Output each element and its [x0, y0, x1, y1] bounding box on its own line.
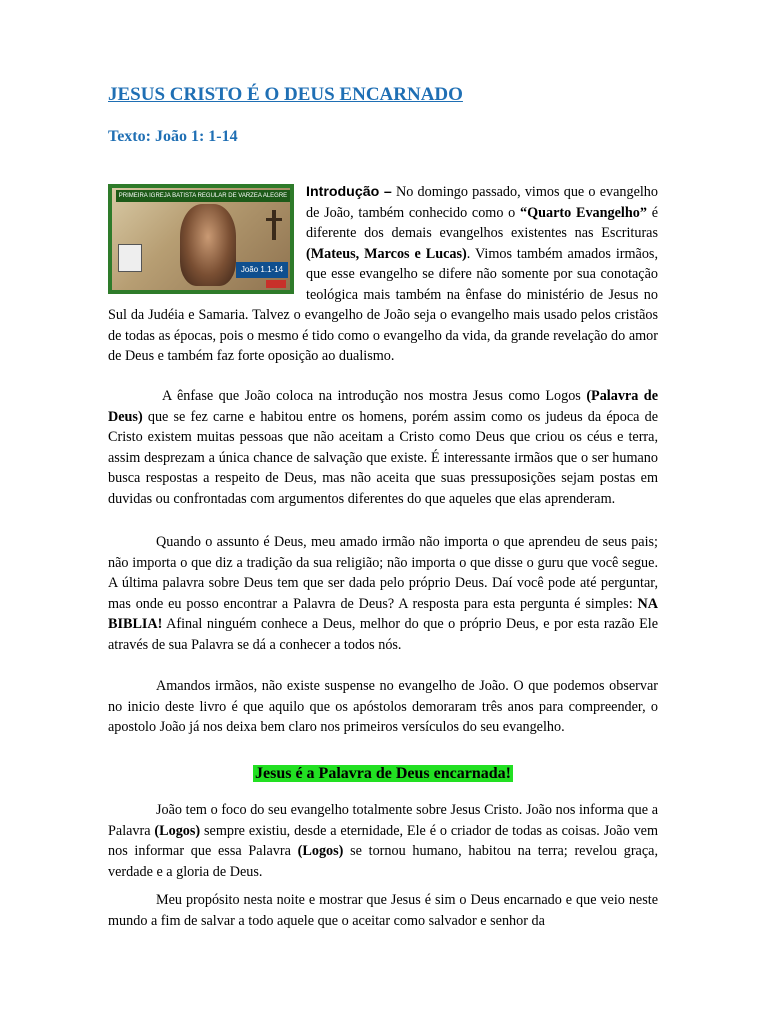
no-suspense-paragraph: Amandos irmãos, não existe suspense no evangelho de João. O que podemos observar no inicio deste livro é que aquilo que os apóstolos demoraram três anos para compreender, o apostolo João já nos deixa bem claro nos primeiros versículos do seu evangelho. [108, 678, 658, 735]
bible-answer-paragraph: Quando o assunto é Deus, meu amado irmão não importa o que aprendeu de seus pais; não importa o que diz a tradição da sua religião; não importa o que disse o guru que você segue. A última palavra sobre Deus tem que ser dada pelo próprio Deus. Daí você pode até perguntar, mas onde eu posso encontrar a Palavra de Deus? A resposta para esta pergunta é simples: NA BIBLIA! Afinal ninguém conhece a Deus, melhor do que o próprio Deus, e por esta razão Ele através de sua Palavra se dá a conhecer a todos nós. [108, 534, 658, 653]
section-heading [108, 764, 658, 784]
introduction-label: Introdução – [306, 184, 392, 200]
purpose-paragraph: Meu propósito nesta noite e mostrar que Jesus é sim o Deus encarnado e que veio neste mundo a fim de salvar a todo aquele que o aceitar como salvador e senhor da [108, 892, 658, 929]
document-title: JESUS CRISTO É O DEUS ENCARNADO [108, 84, 463, 105]
cross-icon [272, 210, 276, 240]
bible-icon [118, 244, 142, 272]
jesus-portrait-icon [180, 204, 236, 286]
logos-focus-paragraph: João tem o foco do seu evangelho totalmente sobre Jesus Cristo. João nos informa que a Palavra (Logos) sempre existiu, desde a eternidade, Ele é o criador de todas as coisas. João vem nos informar que essa Palavra (Logos) se tornou humano, habitou na terra; revelou graça, verdade e a gloria de Deus. [108, 802, 658, 880]
introduction-section [108, 182, 658, 367]
highlighted-heading: Jesus é a Palavra de Deus encarnada! [255, 765, 511, 782]
publisher-logo-icon [266, 280, 286, 288]
verse-badge: João 1.1-14 [236, 262, 288, 278]
logos-paragraph: A ênfase que João coloca na introdução nos mostra Jesus como Logos (Palavra de Deus) que se fez carne e habitou entre os homens, porém assim como os judeus da época de Cristo existem muitas pessoas que não aceitam a Cristo como Deus que criou os céus e terra, assim desprezam a única chance de salvação que existe. É interessante irmãos que o ser humano busca respostas a respeito de Deus, mas não aceita que suas pressuposições sejam postas em duvidas ou confrontadas com argumentos diferentes do que aqueles que elas aprenderam. [108, 388, 658, 507]
introduction-paragraph: Introdução – No domingo passado, vimos que o evangelho de João, também conhecido como o “Quarto Evangelho” é diferente dos demais evangelhos existentes nas Escrituras (Mateus, Marcos e Lucas). Vimos também amados irmãos, que esse evangelho se difere não somente por sua conotação teológica mais também na ênfase do ministério de Jesus no Sul da Judéia e Samaria. Talvez o evangelho de João seja o evangelho mais usado pelos cristãos de todas as épocas, pois o mesmo é tido como o evangelho da vida, da grande revelação do amor de Deus e também faz forte oposição ao dualismo. [108, 184, 658, 364]
sermon-cover-image [108, 184, 294, 294]
scripture-reference: Texto: João 1: 1-14 [108, 128, 238, 145]
church-banner: PRIMEIRA IGREJA BATISTA REGULAR DE VARZEA ALEGRE [116, 190, 290, 202]
